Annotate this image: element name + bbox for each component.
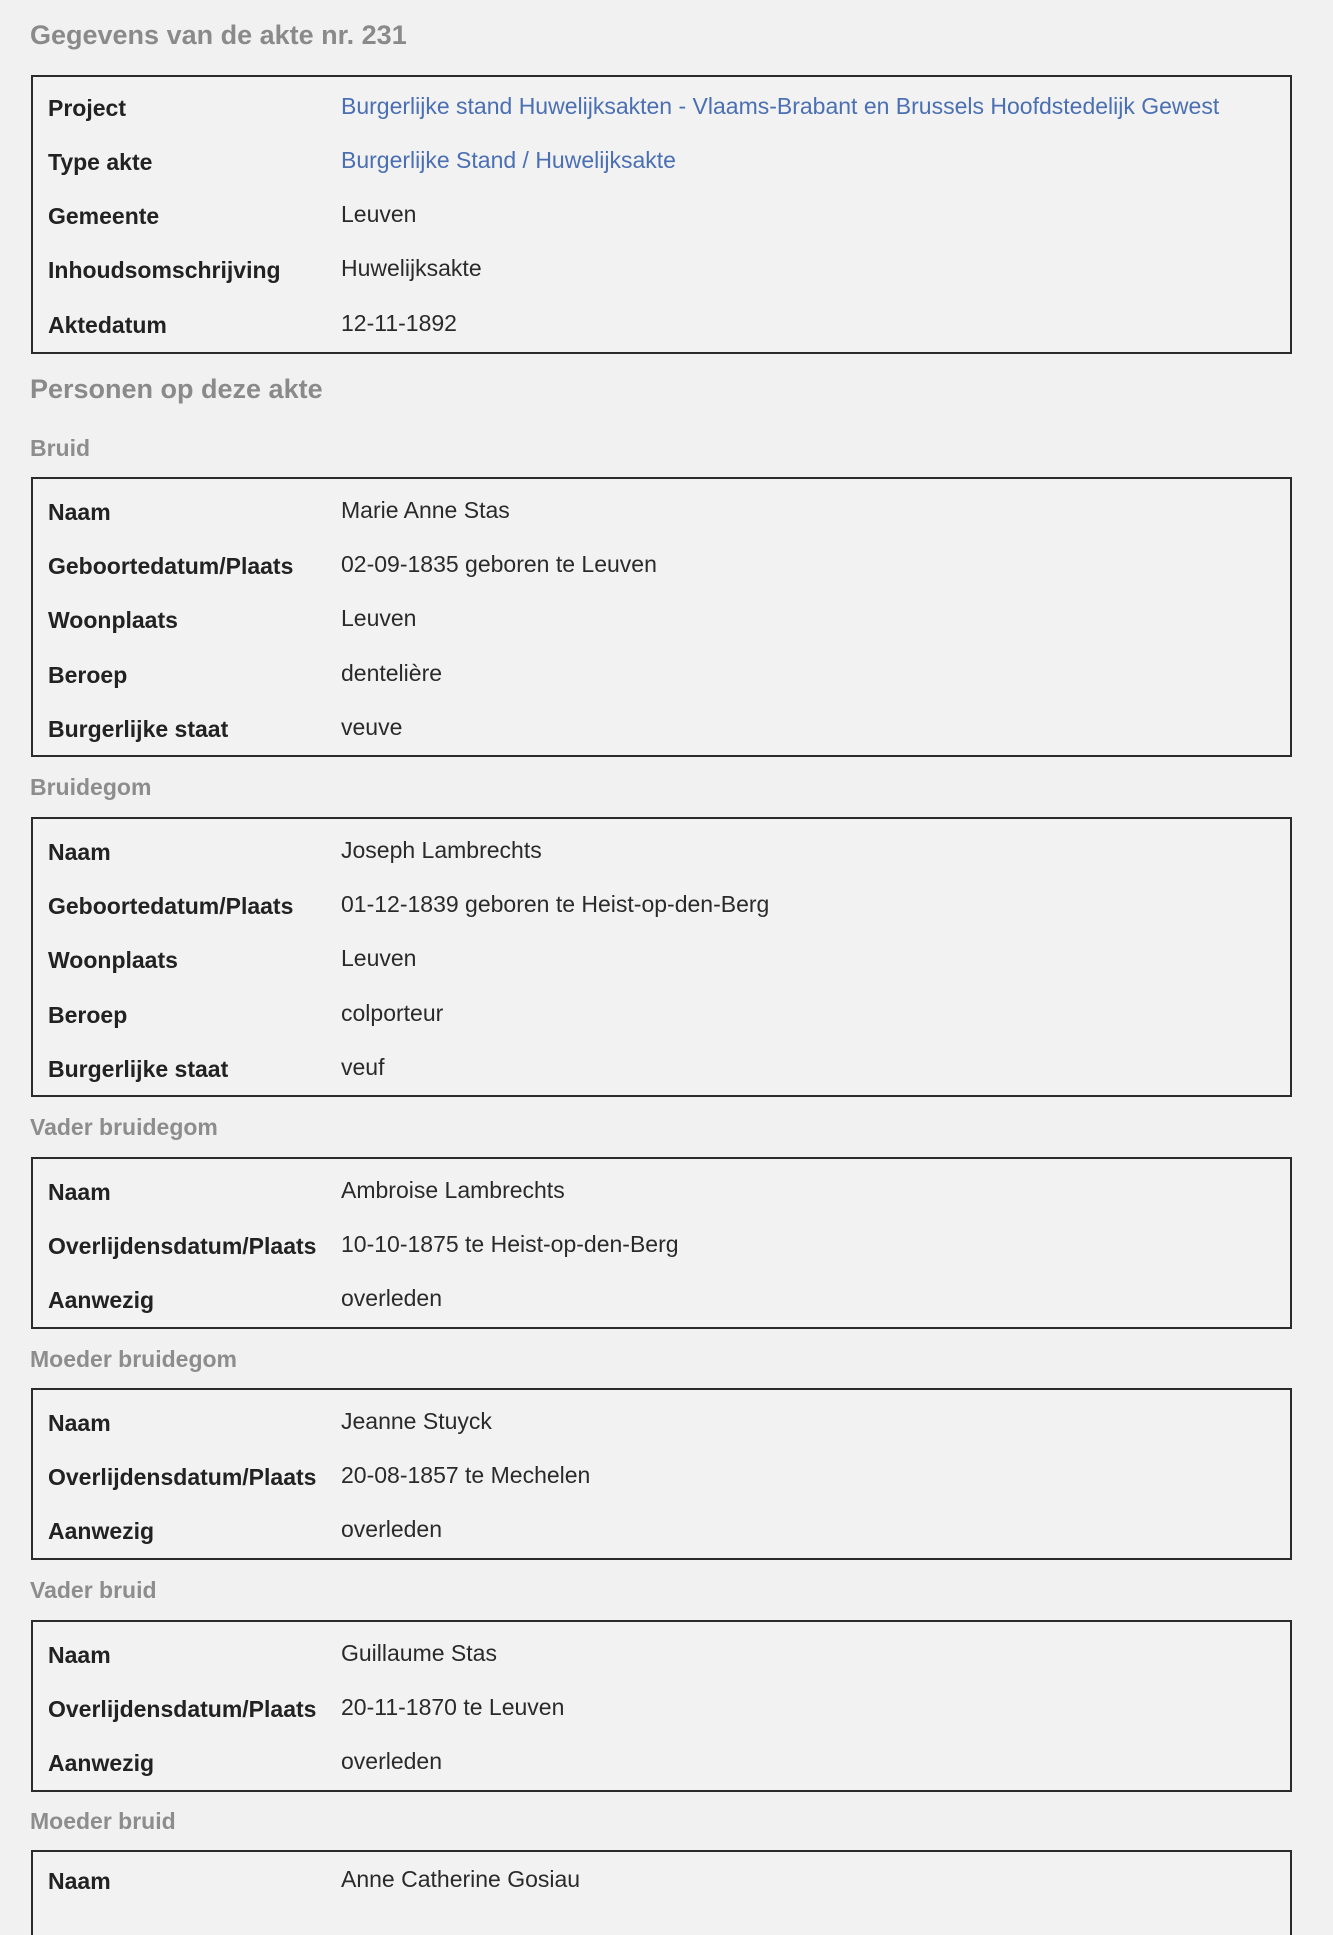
- row-label: Aanwezig: [48, 1750, 155, 1776]
- row-value: Guillaume Stas: [341, 1640, 497, 1666]
- person-box-moeder-bruid: [31, 1850, 1292, 1935]
- person-row: [33, 1750, 1290, 1790]
- row-label: Geboortedatum/Plaats: [48, 553, 294, 579]
- row-label: Overlijdensdatum/Plaats: [48, 1464, 317, 1490]
- page-title: Gegevens van de akte nr. 231: [30, 20, 407, 50]
- row-label: Naam: [48, 499, 111, 525]
- row-value: overleden: [341, 1748, 443, 1774]
- role-heading-moeder-bruidegom: Moeder bruidegom: [30, 1346, 238, 1372]
- person-row: [33, 1642, 1290, 1682]
- row-label: Burgerlijke staat: [48, 716, 229, 742]
- row-label: Naam: [48, 1179, 111, 1205]
- row-label: Naam: [48, 1642, 111, 1668]
- row-label: Overlijdensdatum/Plaats: [48, 1696, 317, 1722]
- person-box-vader-bruidegom: [31, 1157, 1292, 1329]
- row-value: Jeanne Stuyck: [341, 1408, 492, 1434]
- person-row: [33, 1179, 1290, 1219]
- row-label: Naam: [48, 1410, 111, 1436]
- person-box-bruidegom: [31, 817, 1292, 1097]
- row-value: Marie Anne Stas: [341, 497, 510, 523]
- row-value: overleden: [341, 1285, 443, 1311]
- persons-section-title: Personen op deze akte: [30, 374, 323, 404]
- row-label: Gemeente: [48, 203, 160, 229]
- row-value: Huwelijksakte: [341, 255, 482, 281]
- row-label: Aanwezig: [48, 1287, 155, 1313]
- row-value: dentelière: [341, 660, 443, 686]
- row-value: 20-11-1870 te Leuven: [341, 1694, 565, 1720]
- row-value: veuve: [341, 714, 403, 740]
- person-row: [33, 1287, 1290, 1327]
- row-value: overleden: [341, 1516, 443, 1542]
- akte-row-aktedatum: [33, 312, 1290, 352]
- row-value: 20-08-1857 te Mechelen: [341, 1462, 591, 1488]
- type-akte-link[interactable]: Burgerlijke Stand / Huwelijksakte: [341, 147, 676, 173]
- akte-row-type: [33, 149, 1290, 189]
- row-label: Naam: [48, 839, 111, 865]
- person-row: [33, 499, 1290, 539]
- person-row: [33, 662, 1290, 702]
- row-value: Leuven: [341, 945, 417, 971]
- row-value: Leuven: [341, 201, 417, 227]
- akte-row-project: [33, 95, 1290, 135]
- person-row: [33, 947, 1290, 987]
- row-value: veuf: [341, 1054, 385, 1080]
- person-row: [33, 716, 1290, 756]
- akte-row-inhoud: [33, 257, 1290, 297]
- row-value: 02-09-1835 geboren te Leuven: [341, 551, 657, 577]
- person-row: [33, 1056, 1290, 1096]
- row-value: 10-10-1875 te Heist-op-den-Berg: [341, 1231, 679, 1257]
- role-heading-vader-bruidegom: Vader bruidegom: [30, 1114, 218, 1140]
- person-row: [33, 1518, 1290, 1558]
- row-value: Anne Catherine Gosiau: [341, 1866, 581, 1892]
- row-label: Beroep: [48, 662, 128, 688]
- row-label: Overlijdensdatum/Plaats: [48, 1233, 317, 1259]
- row-label: Inhoudsomschrijving: [48, 257, 281, 283]
- row-label: Woonplaats: [48, 607, 178, 633]
- row-label: Beroep: [48, 1002, 128, 1028]
- person-row: [33, 1696, 1290, 1736]
- row-value: Leuven: [341, 605, 417, 631]
- person-box-vader-bruid: [31, 1620, 1292, 1792]
- person-row: [33, 893, 1290, 933]
- person-box-bruid: [31, 477, 1292, 757]
- akte-row-gemeente: [33, 203, 1290, 243]
- project-link[interactable]: Burgerlijke stand Huwelijksakten - Vlaams-Brabant en Brussels Hoofdstedelijk Gewest: [341, 93, 1220, 119]
- person-box-moeder-bruidegom: [31, 1388, 1292, 1560]
- person-row: [33, 1464, 1290, 1504]
- person-row: [33, 607, 1290, 647]
- person-row: [33, 839, 1290, 879]
- person-row: [33, 1002, 1290, 1042]
- row-value: Joseph Lambrechts: [341, 837, 542, 863]
- row-value: 12-11-1892: [341, 310, 457, 336]
- person-row: [33, 1410, 1290, 1450]
- role-heading-vader-bruid: Vader bruid: [30, 1577, 157, 1603]
- role-heading-bruidegom: Bruidegom: [30, 774, 152, 800]
- row-label: Project: [48, 95, 126, 121]
- row-label: Type akte: [48, 149, 153, 175]
- person-row: [33, 1868, 1290, 1908]
- akte-details-box: [31, 75, 1292, 354]
- role-heading-moeder-bruid: Moeder bruid: [30, 1808, 176, 1834]
- row-label: Naam: [48, 1868, 111, 1894]
- row-label: Aanwezig: [48, 1518, 155, 1544]
- row-label: Geboortedatum/Plaats: [48, 893, 294, 919]
- row-label: Burgerlijke staat: [48, 1056, 229, 1082]
- row-value: colporteur: [341, 1000, 444, 1026]
- row-value: 01-12-1839 geboren te Heist-op-den-Berg: [341, 891, 770, 917]
- row-label: Woonplaats: [48, 947, 178, 973]
- role-heading-bruid: Bruid: [30, 435, 91, 461]
- person-row: [33, 553, 1290, 593]
- row-label: Aktedatum: [48, 312, 167, 338]
- row-value: Ambroise Lambrechts: [341, 1177, 565, 1203]
- person-row: [33, 1233, 1290, 1273]
